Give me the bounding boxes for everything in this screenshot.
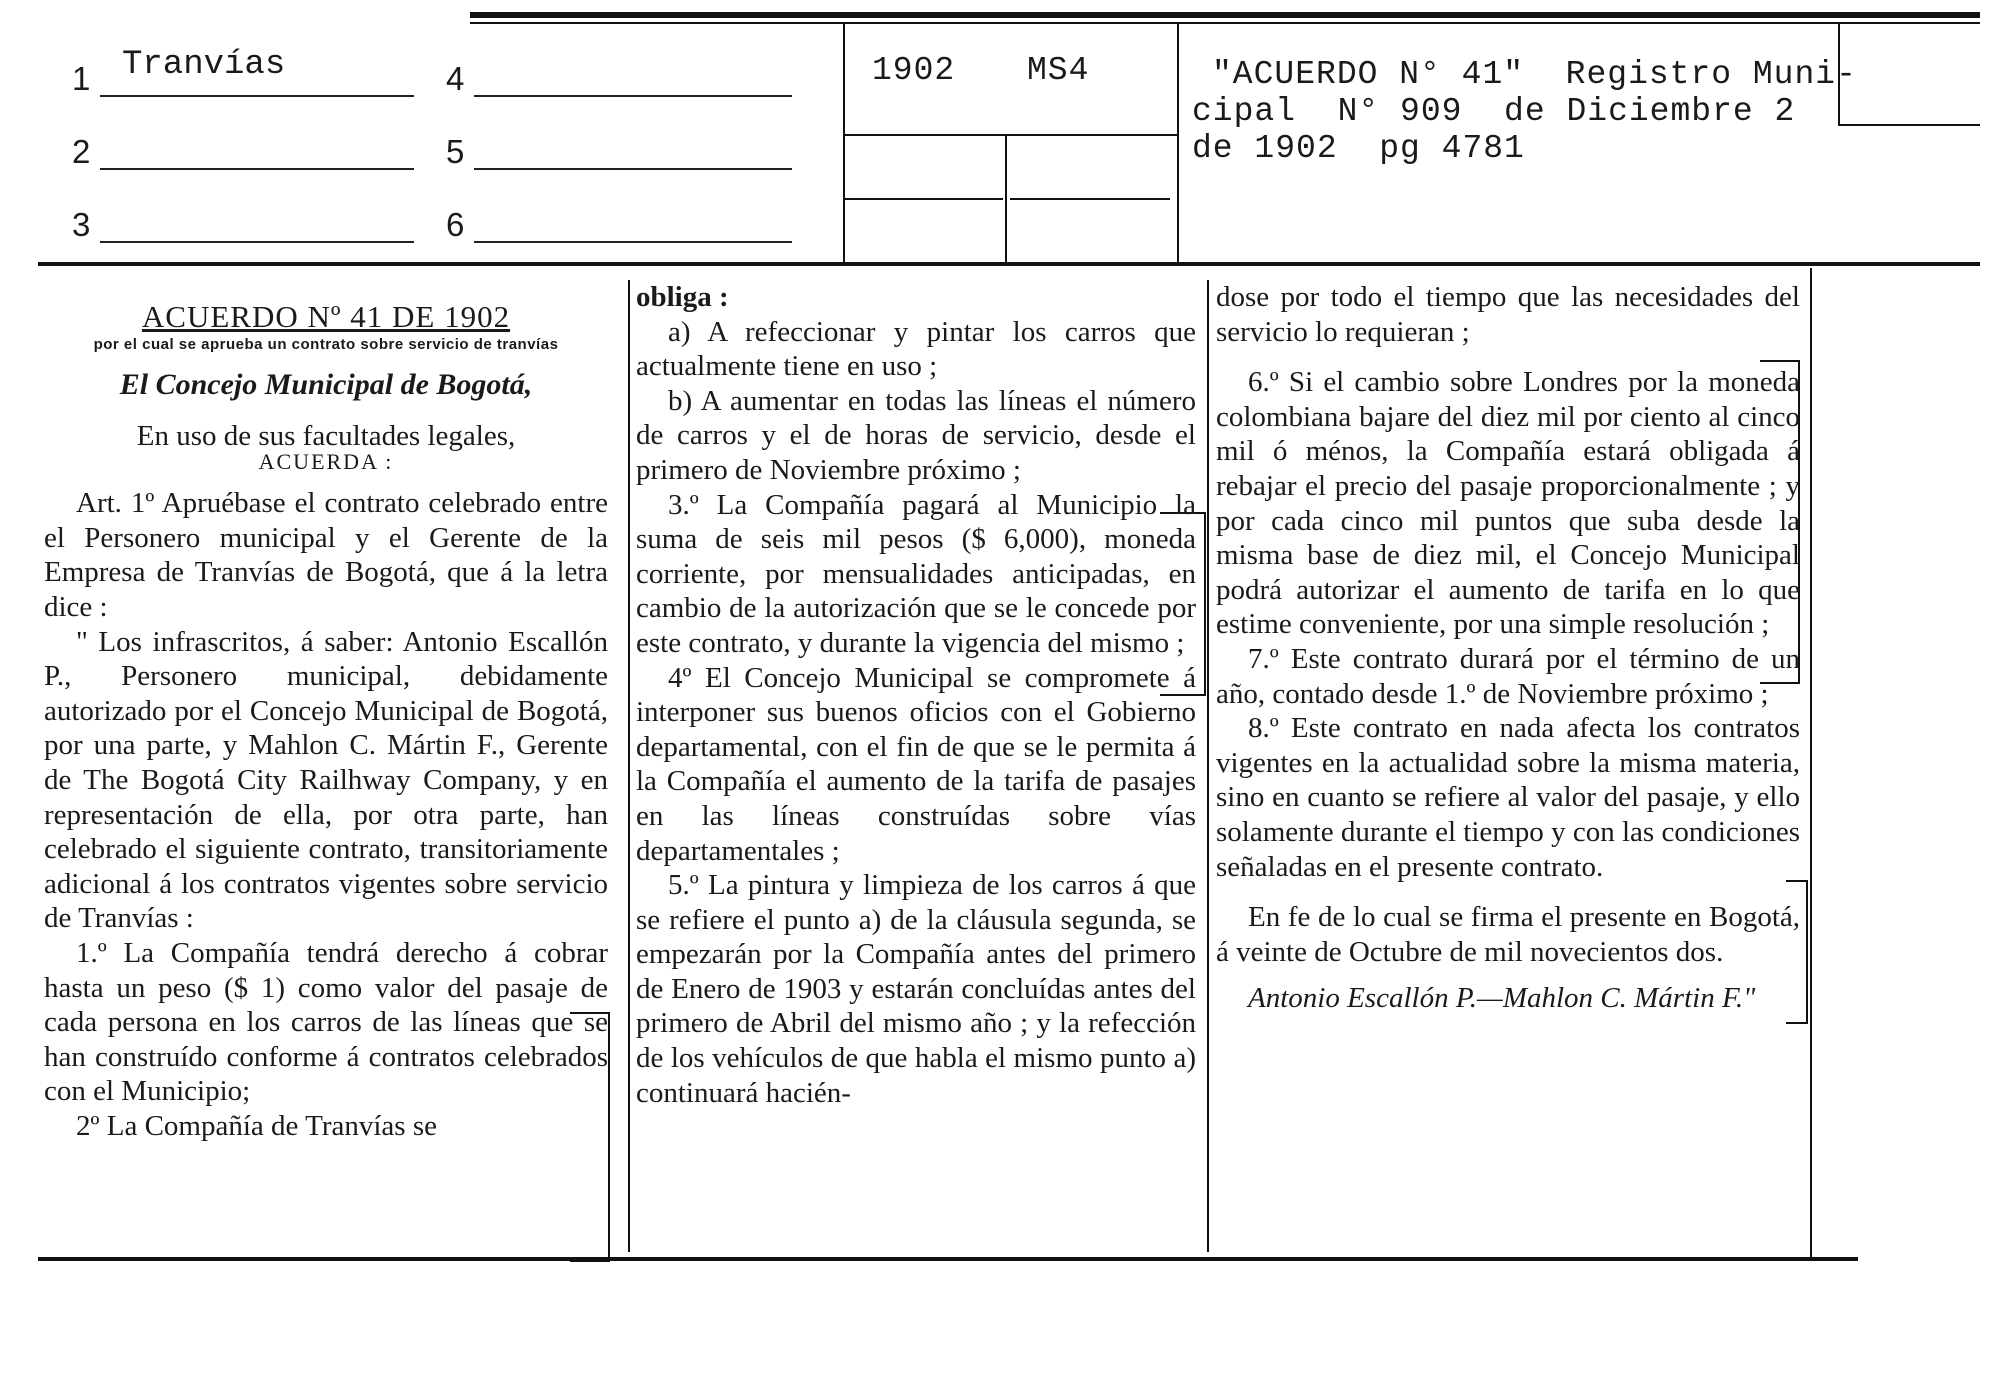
card-top-border xyxy=(470,12,1980,18)
field-3-number: 3 xyxy=(72,206,91,243)
clip-right-column-rule xyxy=(1207,280,1209,1252)
clip-right-border xyxy=(1810,268,1812,1258)
clause-6: 6.º Si el cambio sobre Londres por la moneda colombiana bajare del diez mil por ciento al cinco mil ó ménos, la Compañía estará obligada á rebajar el precio del pasaje proporcionalmente ; y por cada cinco mil puntos que suba desde la misma base de diez mil, el Concejo Municipal podrá autorizar el aumento de tarifa en lo que estime conveniente, por una simple resolución ; xyxy=(1216,366,1800,641)
document-title: ACUERDO Nº 41 DE 1902 xyxy=(141,299,511,334)
clause-7: 7.º Este contrato durará por el término de un año, contado desde 1.º de Noviembre próximo ; xyxy=(1216,642,1800,710)
clip-left-column-rule xyxy=(628,280,630,1252)
card-year: 1902 xyxy=(872,52,956,89)
card-divider-right xyxy=(1177,22,1179,262)
signatures: Antonio Escallón P.—Mahlon C. Mártin F." xyxy=(1248,982,1756,1015)
card-reference-line-2: cipal N° 909 de Diciembre 2 xyxy=(1192,93,1796,130)
card-divider-left xyxy=(843,22,845,262)
clip-bottom-border xyxy=(38,1257,1858,1261)
card-reference-line-3: de 1902 pg 4781 xyxy=(1192,130,1525,167)
field-4-line xyxy=(474,95,792,97)
clause-8: 8.º Este contrato en nada afecta los contratos vigentes en la actualidad sobre la misma materia, sino en cuanto se refiere al valor del pasaje, y ello solamente durante el tiempo y con las condiciones señaladas en el presente contrato. xyxy=(1216,712,1800,883)
document-column-3 xyxy=(1216,280,1800,1016)
field-1-number: 1 xyxy=(72,60,91,97)
field-2-line xyxy=(100,168,414,170)
field-1-line xyxy=(100,95,414,97)
card-corner-line xyxy=(1838,124,1980,126)
document-preamble: En uso de sus facultades legales, xyxy=(136,420,516,453)
clause-1: 1.º La Compañía tendrá derecho á cobrar hasta un peso ($ 1) como valor del pasaje de cada persona en los carros de las líneas que se han construído conforme á contratos celebrados con el Municipio; xyxy=(44,936,608,1108)
card-reference-line-1: "ACUERDO N° 41" Registro Muni- xyxy=(1212,56,1857,93)
clause-2-start: 2º La Compañía de Tranvías se xyxy=(76,1109,437,1142)
clause-3: 3.º La Compañía pagará al Municipio la suma de seis mil pesos ($ 6,000), moneda corriente, por mensualidades anticipadas, en cambio de la autorización que se le concede por este contrato, y durante la vigencia del mismo ; xyxy=(636,488,1196,659)
field-6-number: 6 xyxy=(446,206,465,243)
card-reference xyxy=(1192,56,1857,167)
clause-2-a: a) A refeccionar y pintar los carros que actualmente tiene en uso ; xyxy=(636,315,1196,383)
card-code-line-2 xyxy=(845,198,1003,200)
card-code-line-3 xyxy=(1010,198,1170,200)
clause-5-end: dose por todo el tiempo que las necesidades del servicio lo requieran ; xyxy=(1216,281,1800,348)
document-column-2 xyxy=(636,280,1196,1110)
contract-intro: " Los infrascritos, á saber: Antonio Escallón P., Personero municipal, debidamente autorizado por el Concejo Municipal de Bogotá, por una parte, y Mahlon C. Mártin F., Gerente de The Bogotá City Railhway Company, y en representación de ella, por otra parte, han celebrado el siguiente contrato, transitoriamente adicional á los contratos vigentes sobre servicio de Tranvías : xyxy=(44,625,608,935)
clause-2-b: b) A aumentar en todas las líneas el número de carros y el de horas de servicio, desde el primero de Noviembre próximo ; xyxy=(636,384,1196,486)
signing-statement: En fe de lo cual se firma el presente en Bogotá, á veinte de Octubre de mil novecientos dos. xyxy=(1216,901,1800,968)
card-code: MS4 xyxy=(1027,52,1090,89)
field-4-number: 4 xyxy=(446,60,465,97)
clause-4: 4º El Concejo Municipal se compromete á interponer sus buenos oficios con el Gobierno departamental, con el fin de que se le permita á la Compañía el aumento de la tarifa de pasajes en las líneas construídas sobre vías departamentales ; xyxy=(636,661,1196,867)
document-decree: ACUERDA : xyxy=(258,449,394,475)
field-5-line xyxy=(474,168,792,170)
card-bottom-border xyxy=(38,262,1980,266)
document-subtitle: por el cual se aprueba un contrato sobre servicio de tranvías xyxy=(93,335,559,353)
clause-2-obliga: obliga : xyxy=(636,281,729,313)
card-code-line-1 xyxy=(845,134,1177,136)
card-top-border-thin xyxy=(470,22,1980,24)
document-column-1 xyxy=(44,300,608,1143)
field-3-line xyxy=(100,241,414,243)
article-1: Art. 1º Apruébase el contrato celebrado entre el Personero municipal y el Gerente de la Empresa de Tranvías de Bogotá, que á la letra dice : xyxy=(44,487,608,623)
field-1-value: Tranvías xyxy=(122,46,286,84)
clause-5: 5.º La pintura y limpieza de los carros á que se refiere el punto a) de la cláusula segunda, se empezarán por la Compañía antes del primero de Enero de 1903 y estarán concluídas antes del primero de Abril del mismo año ; y la refección de los vehículos de que habla el mismo punto a) continuará hacién- xyxy=(636,869,1196,1109)
card-divider-mid xyxy=(1005,136,1007,262)
field-5-number: 5 xyxy=(446,133,465,170)
document-issuer: El Concejo Municipal de Bogotá, xyxy=(119,367,533,401)
field-6-line xyxy=(474,241,792,243)
field-2-number: 2 xyxy=(72,133,91,170)
